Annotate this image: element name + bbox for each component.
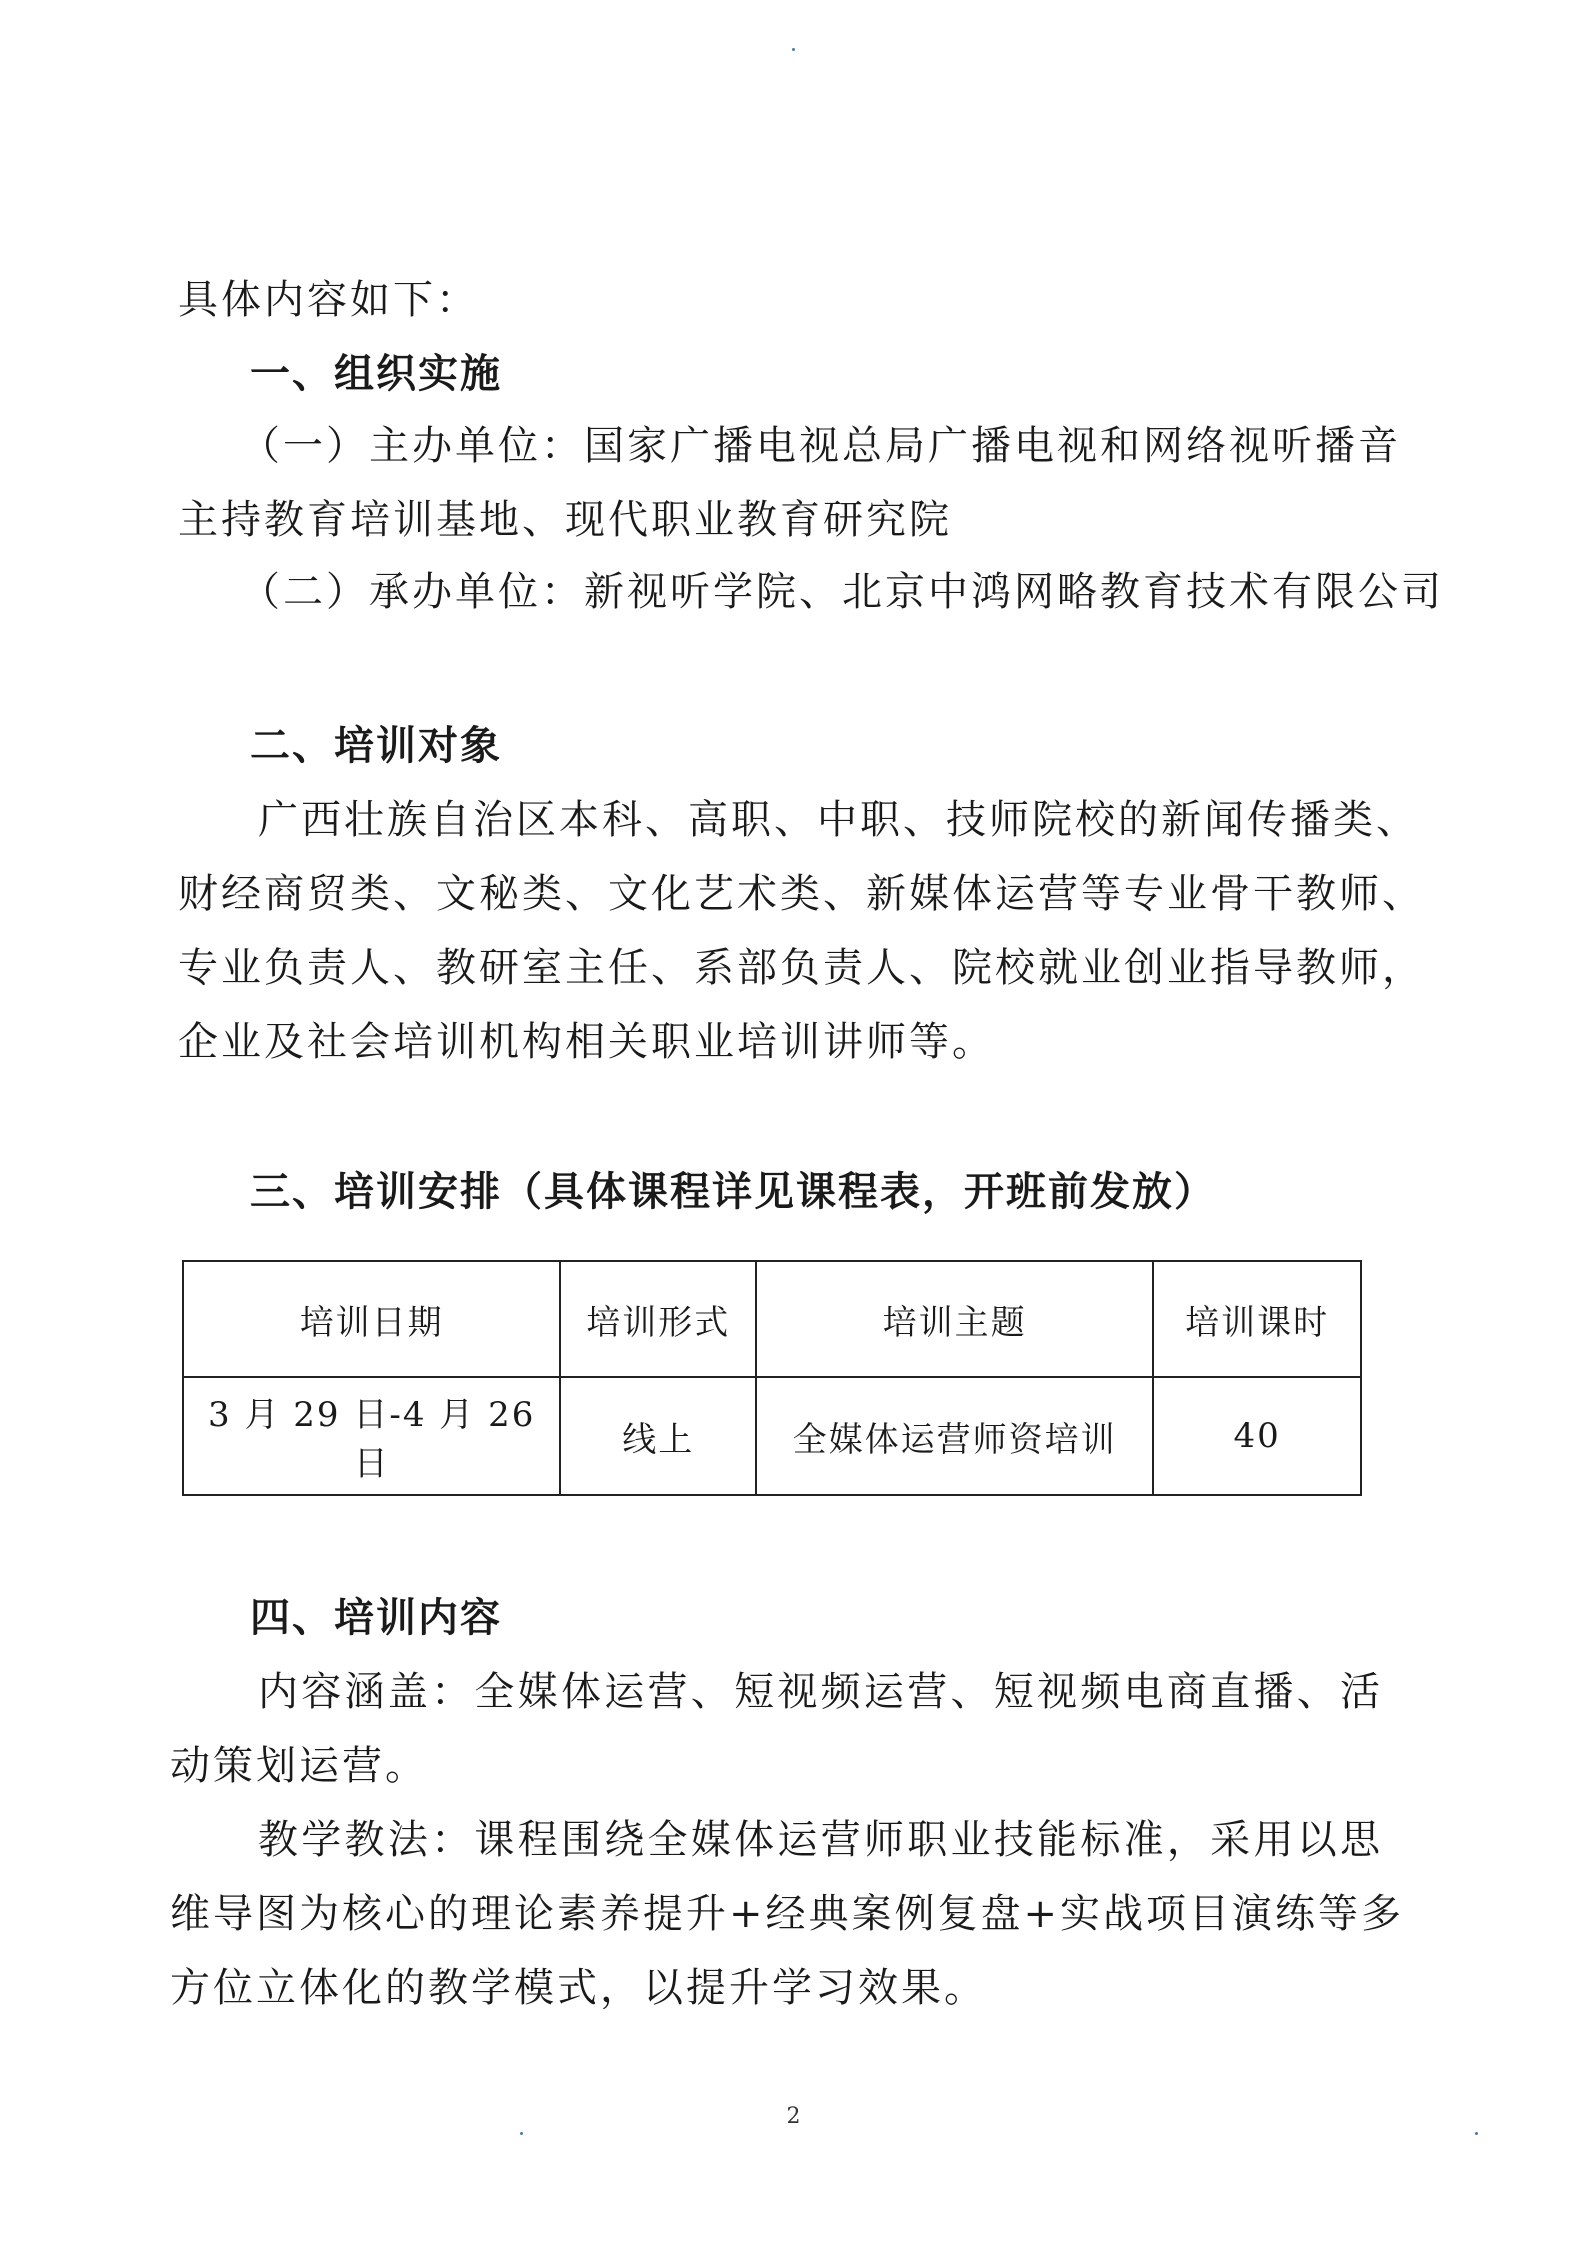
scan-speck: [520, 2132, 523, 2135]
section-3-heading: 三、培训安排（具体课程详见课程表，开班前发放）: [250, 1169, 1216, 1215]
section-1-heading: 一、组织实施: [250, 351, 502, 397]
audience-line-3: 专业负责人、教研室主任、系部负责人、院校就业创业指导教师，: [178, 945, 1425, 991]
cell-training-hours: 40: [1153, 1377, 1361, 1495]
method-line-3: 方位立体化的教学模式，以提升学习效果。: [170, 1965, 987, 2011]
table-header-row: [183, 1261, 1361, 1377]
scan-speck: [1475, 2132, 1478, 2135]
header-training-topic: 培训主题: [756, 1261, 1153, 1377]
intro-text: 具体内容如下：: [178, 277, 479, 323]
scan-speck: [792, 48, 795, 51]
cell-training-format: 线上: [560, 1377, 756, 1495]
header-training-format: 培训形式: [560, 1261, 756, 1377]
host-line: （二）承办单位：新视听学院、北京中鸿网略教育技术有限公司: [240, 569, 1444, 615]
page-number: 2: [786, 2104, 801, 2129]
section-4-heading: 四、培训内容: [250, 1595, 502, 1641]
audience-line-2: 财经商贸类、文秘类、文化艺术类、新媒体运营等专业骨干教师、: [178, 871, 1425, 917]
content-line-2: 动策划运营。: [170, 1743, 428, 1789]
header-training-hours: 培训课时: [1153, 1261, 1361, 1377]
table-row: [183, 1377, 1361, 1495]
method-line-1: 教学教法：课程围绕全媒体运营师职业技能标准，采用以思: [258, 1817, 1383, 1863]
schedule-table: [182, 1260, 1362, 1496]
audience-line-4: 企业及社会培训机构相关职业培训讲师等。: [178, 1019, 995, 1065]
cell-training-topic: 全媒体运营师资培训: [756, 1377, 1153, 1495]
section-2-heading: 二、培训对象: [250, 723, 502, 769]
method-line-2: 维导图为核心的理论素养提升+经典案例复盘+实战项目演练等多: [170, 1891, 1405, 1937]
header-training-date: 培训日期: [183, 1261, 560, 1377]
organizer-line-1: （一）主办单位：国家广播电视总局广播电视和网络视听播音: [240, 423, 1401, 469]
audience-line-1: 广西壮族自治区本科、高职、中职、技师院校的新闻传播类、: [258, 797, 1419, 843]
content-line-1: 内容涵盖：全媒体运营、短视频运营、短视频电商直播、活: [258, 1669, 1383, 1715]
organizer-line-2: 主持教育培训基地、现代职业教育研究院: [178, 497, 952, 543]
cell-training-date: 3 月 29 日-4 月 26 日: [183, 1377, 560, 1495]
